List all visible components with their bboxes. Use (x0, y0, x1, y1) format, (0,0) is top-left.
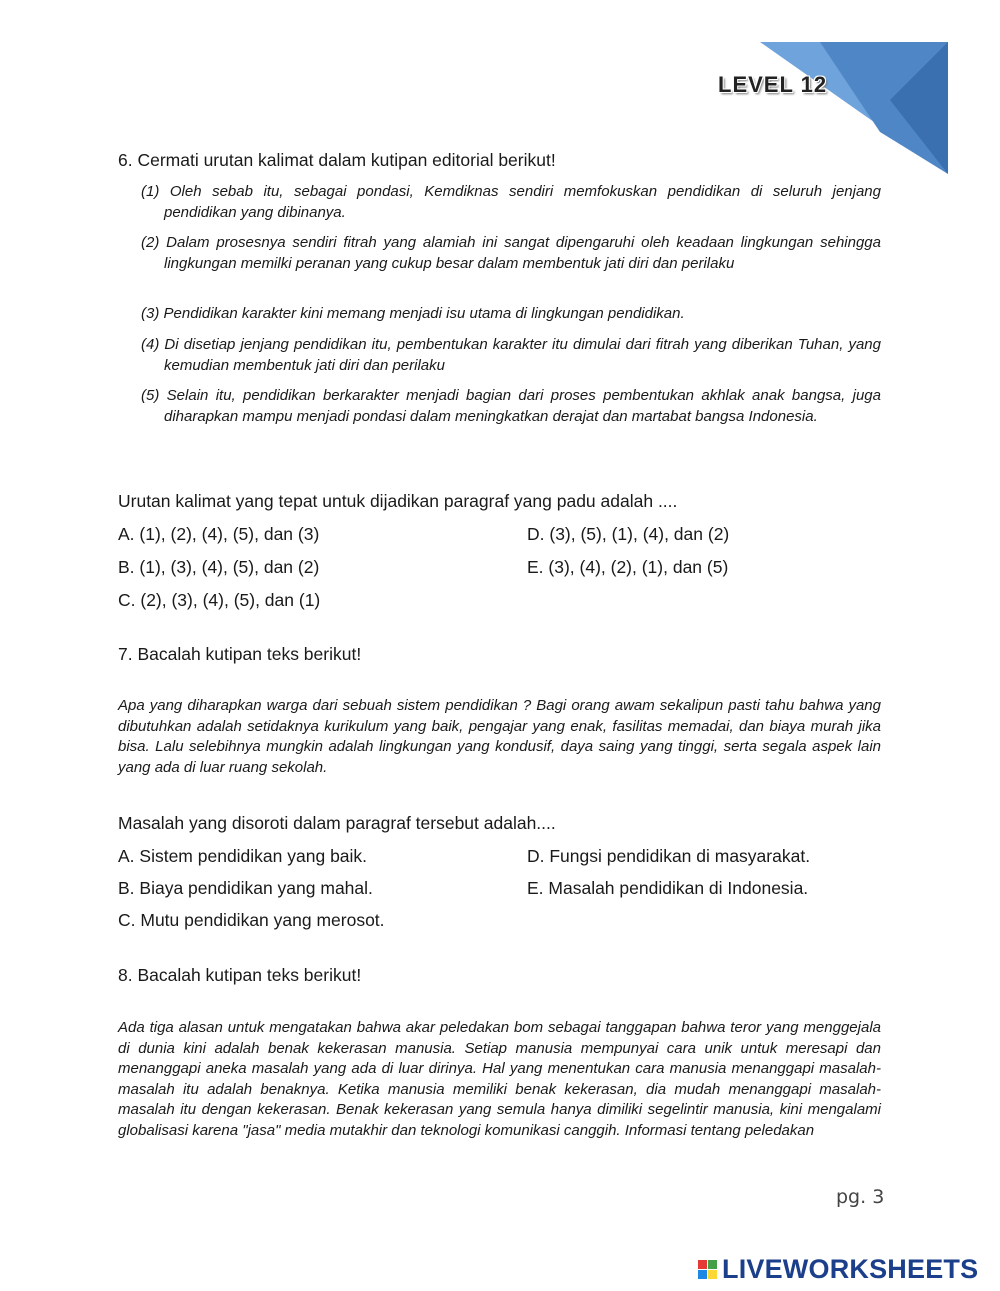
q6-item-1: (1) Oleh sebab itu, sebagai pondasi, Kemdiknas sendiri memfokuskan pendidikan di seluruh jenjang pendidikan yang dibinanya. (141, 183, 881, 221)
question-8-title: 8. Bacalah kutipan teks berikut! (118, 965, 362, 985)
q6-option-e[interactable]: E. (3), (4), (2), (1), dan (5) (527, 557, 729, 577)
question-7-title: 7. Bacalah kutipan teks berikut! (118, 644, 362, 664)
q6-option-d[interactable]: D. (3), (5), (1), (4), dan (2) (527, 524, 730, 544)
brand-name: LIVEWORKSHEETS (722, 1254, 979, 1284)
q7-option-c[interactable]: C. Mutu pendidikan yang merosot. (118, 910, 385, 930)
q7-option-e[interactable]: E. Masalah pendidikan di Indonesia. (527, 878, 809, 898)
liveworksheets-logo (698, 1254, 998, 1286)
q7-passage: Apa yang diharapkan warga dari sebuah sistem pendidikan ? Bagi orang awam sekalipun pasti tahu bahwa yang dibutuhkan adalah setidaknya kurikulum yang baik, pengajar yang enak, fasilitas memadai, dan biaya murah jika bisa. Lalu selebihnya mungkin adalah lingkungan yang kondusif, daya saing yang tinggi, serta segala aspek lain yang ada di luar ruang sekolah. (118, 697, 881, 776)
corner-decoration (760, 42, 948, 174)
q6-item-5: (5) Selain itu, pendidikan berkarakter menjadi bagian dari proses pembentukan akhlak anak bangsa, juga diharapkan mampu menjadi pondasi dalam meningkatkan derajat dan martabat bangsa Indonesia. (141, 387, 881, 425)
q6-option-a[interactable]: A. (1), (2), (4), (5), dan (3) (118, 524, 320, 544)
q6-item-4: (4) Di disetiap jenjang pendidikan itu, pembentukan karakter itu dimulai dari fitrah yang diberikan Tuhan, yang kemudian membentuk jati diri dan perilaku (141, 336, 881, 374)
q7-option-d[interactable]: D. Fungsi pendidikan di masyarakat. (527, 846, 811, 866)
question-6-title: 6. Cermati urutan kalimat dalam kutipan editorial berikut! (118, 150, 556, 170)
q7-option-a[interactable]: A. Sistem pendidikan yang baik. (118, 846, 368, 866)
q6-item-2: (2) Dalam prosesnya sendiri fitrah yang alamiah ini sangat dipengaruhi oleh keadaan lingkungan sehingga lingkungan memilki peranan yang cukup besar dalam membentuk jati diri dan perilaku (141, 234, 881, 272)
q7-prompt: Masalah yang disoroti dalam paragraf tersebut adalah.... (118, 813, 556, 833)
q6-option-c[interactable]: C. (2), (3), (4), (5), dan (1) (118, 590, 321, 610)
page-number: pg. 3 (836, 1186, 885, 1208)
q6-option-b[interactable]: B. (1), (3), (4), (5), dan (2) (118, 557, 320, 577)
q7-option-b[interactable]: B. Biaya pendidikan yang mahal. (118, 878, 373, 898)
level-label: LEVEL 12 (718, 72, 828, 97)
q6-prompt: Urutan kalimat yang tepat untuk dijadikan paragraf yang padu adalah .... (118, 491, 678, 511)
q8-passage: Ada tiga alasan untuk mengatakan bahwa akar peledakan bom sebagai tanggapan bahwa teror yang menggejala di dunia kini adalah benak kekerasan manusia. Setiap manusia mempunyai cara unik untuk meresapi dan menanggapi aneka masalah yang ada di luar dirinya. Hal yang menentukan cara manusia menanggapi masalah-masalah itu adalah benaknya. Ketika manusia memiliki benak kekerasan, dia mudah menanggapi masalah-masalah itu dengan kekerasan. Benak kekerasan yang semula hanya dimiliki segelintir manusia, kini mengalami globalisasi karena "jasa" media mutakhir dan teknologi komunikasi canggih. Informasi tentang peledakan (118, 1019, 881, 1139)
q6-item-3: (3) Pendidikan karakter kini memang menjadi isu utama di lingkungan pendidikan. (141, 305, 685, 322)
